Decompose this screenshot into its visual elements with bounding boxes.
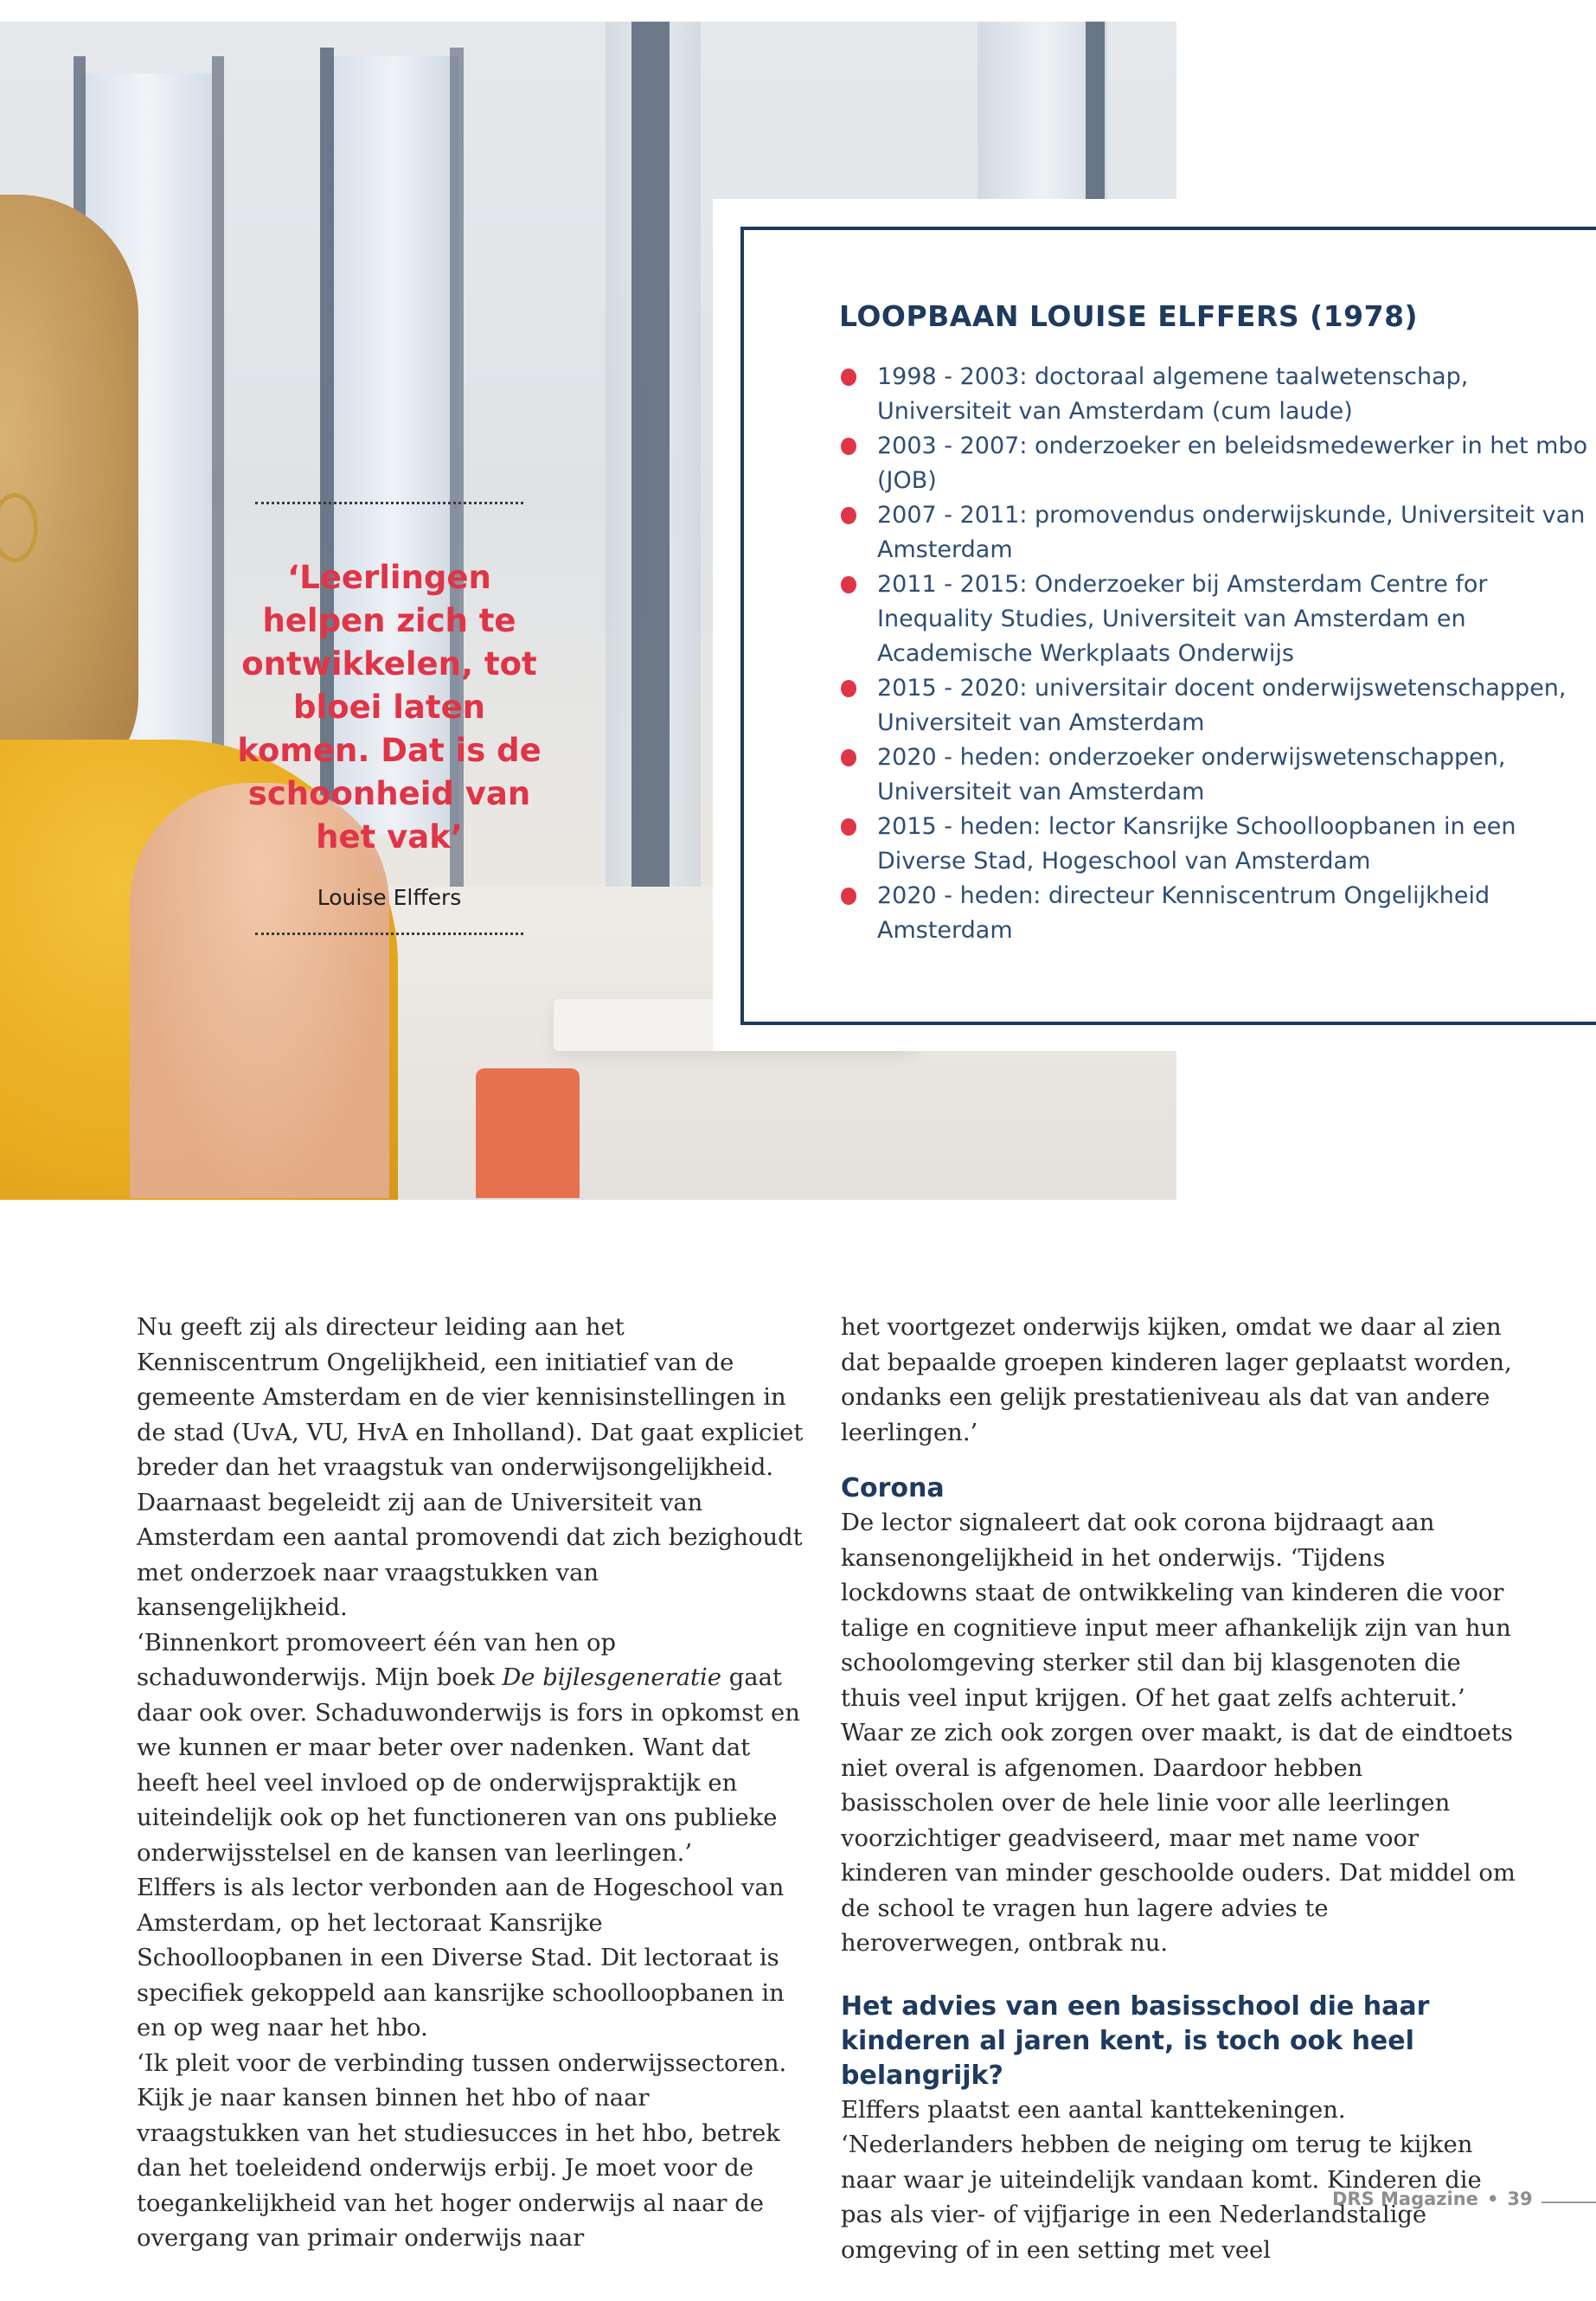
footer-rule	[1542, 2202, 1596, 2203]
bullet-icon	[841, 369, 856, 386]
career-box-border	[740, 227, 1596, 1025]
article-paragraph: ‘Ik pleit voor de verbinding tussen onderwijssectoren. Kijk je naar kansen binnen het hbo of naar vraagstukken van het studiesucces in het hbo, betrek dan het toeleidend onderwijs erbij. Je moet voor de toegankelijkheid van het hoger onderwijs al naar de overgang van primair onderwijs naar	[137, 2049, 787, 2252]
book-title: De bijlesgeneratie	[502, 1664, 721, 1691]
magazine-name: DRS Magazine	[1332, 2189, 1478, 2209]
quote-author: Louise Elffers	[317, 885, 462, 910]
career-item: 2007 - 2011: promovendus onderwijskunde, Universiteit van Amsterdam	[841, 498, 1593, 567]
bullet-icon	[841, 507, 856, 524]
article-paragraph: De lector signaleert dat ook corona bijdraagt aan kansenongelijkheid in het onderwijs. ‘Tijdens lockdowns staat de ontwikkeling van kinderen die voor talige en cognitieve input meer afhankelijk zijn van hun schoolomgeving sterker stil dan bij klasgenoten die thuis veel input krijgen. Of het gaat zelfs achteruit.’ Waar ze zich ook zorgen over maakt, is dat de eindtoets niet overal is afgenomen. Daardoor hebben basisscholen over de hele linie voor alle leerlingen voorzichtiger geadviseerd, maar met name voor kinderen van minder geschoolde ouders. Dat middel om de school te vragen hun lagere advies te heroverwegen, ontbrak nu.	[841, 1509, 1516, 1957]
career-box	[713, 199, 1596, 1051]
section-heading-question: Het advies van een basisschool die haar kinderen al jaren kent, is toch ook heel belangrijk?	[841, 1990, 1430, 2091]
article-paragraph: Daarnaast begeleidt zij aan de Universiteit van Amsterdam een aantal promovendi dat zich bezighoudt met onderzoek naar vraagstukken van kansengelijkheid.	[137, 1489, 803, 1621]
article-paragraph: ‘Binnenkort promoveert één van hen op schaduwonderwijs. Mijn boek De bijlesgeneratie gaat daar ook over. Schaduwonderwijs is fors in opkomst en we kunnen er maar beter over nadenken. Want dat heeft heel veel invloed op de onderwijspraktijk en uiteindelijk ook op het functioneren van ons publieke onderwijsstelsel en de kansen van leerlingen.’	[137, 1629, 800, 1867]
quote-divider-top	[255, 502, 523, 504]
article-paragraph: Elffers plaatst een aantal kanttekeningen. ‘Nederlanders hebben de neiging om terug te kijken naar waar je uiteindelijk vandaan komt. Kinderen die pas als vier- of vijfjarige in een Nederlandstalige omgeving of in een setting met veel	[841, 2096, 1482, 2264]
career-item: 2015 - 2020: universitair docent onderwijswetenschappen, Universiteit van Amsterdam	[841, 671, 1593, 740]
page-number: 39	[1507, 2189, 1533, 2209]
career-item: 2003 - 2007: onderzoeker en beleidsmedewerker in het mbo (JOB)	[841, 429, 1593, 498]
quote-divider-bottom	[255, 933, 523, 935]
bullet-icon	[841, 576, 856, 593]
article-column-right	[841, 1311, 1516, 2268]
bullet-icon	[841, 888, 856, 905]
article-column-left	[137, 1311, 811, 2257]
career-item: 2020 - heden: directeur Kenniscentrum Ongelijkheid Amsterdam	[841, 879, 1593, 948]
pull-quote	[234, 502, 545, 935]
bullet-icon	[841, 749, 856, 766]
career-list	[841, 360, 1593, 948]
quote-text: ‘Leerlingen helpen zich te ontwikkelen, tot bloei laten komen. Dat is de schoonheid van het vak’	[237, 559, 542, 856]
bullet-icon	[841, 680, 856, 697]
career-item: 2015 - heden: lector Kansrijke Schoolloopbanen in een Diverse Stad, Hogeschool van Amsterdam	[841, 810, 1593, 879]
page-footer	[1332, 2189, 1533, 2209]
section-heading-corona: Corona	[841, 1473, 945, 1503]
career-item: 2011 - 2015: Onderzoeker bij Amsterdam Centre for Inequality Studies, Universiteit van Amsterdam en Academische Werkplaats Onderwijs	[841, 567, 1593, 671]
career-item: 2020 - heden: onderzoeker onderwijswetenschappen, Universiteit van Amsterdam	[841, 740, 1593, 810]
bullet-icon	[841, 818, 856, 836]
bullet-icon	[841, 438, 856, 455]
article-paragraph: Nu geeft zij als directeur leiding aan het Kenniscentrum Ongelijkheid, een initiatief van de gemeente Amsterdam en de vier kennisinstellingen in de stad (UvA, VU, HvA en Inholland). Dat gaat expliciet breder dan het vraagstuk van onderwijsongelijkheid.	[137, 1314, 804, 1481]
article-paragraph: het voortgezet onderwijs kijken, omdat we daar al zien dat bepaalde groepen kinderen lager geplaatst worden, ondanks een gelijk prestatieniveau als dat van andere leerlingen.’	[841, 1314, 1512, 1446]
article-paragraph: Elffers is als lector verbonden aan de Hogeschool van Amsterdam, op het lectoraat Kansrijke Schoolloopbanen in een Diverse Stad. Dit lectoraat is specifiek gekoppeld aan kansrijke schoolloopbanen in en op weg naar het hbo.	[137, 1875, 785, 2041]
career-title: LOOPBAAN LOUISE ELFFERS (1978)	[839, 299, 1419, 333]
footer-separator: •	[1486, 2189, 1499, 2209]
career-item: 1998 - 2003: doctoraal algemene taalwetenschap, Universiteit van Amsterdam (cum laude)	[841, 360, 1593, 429]
